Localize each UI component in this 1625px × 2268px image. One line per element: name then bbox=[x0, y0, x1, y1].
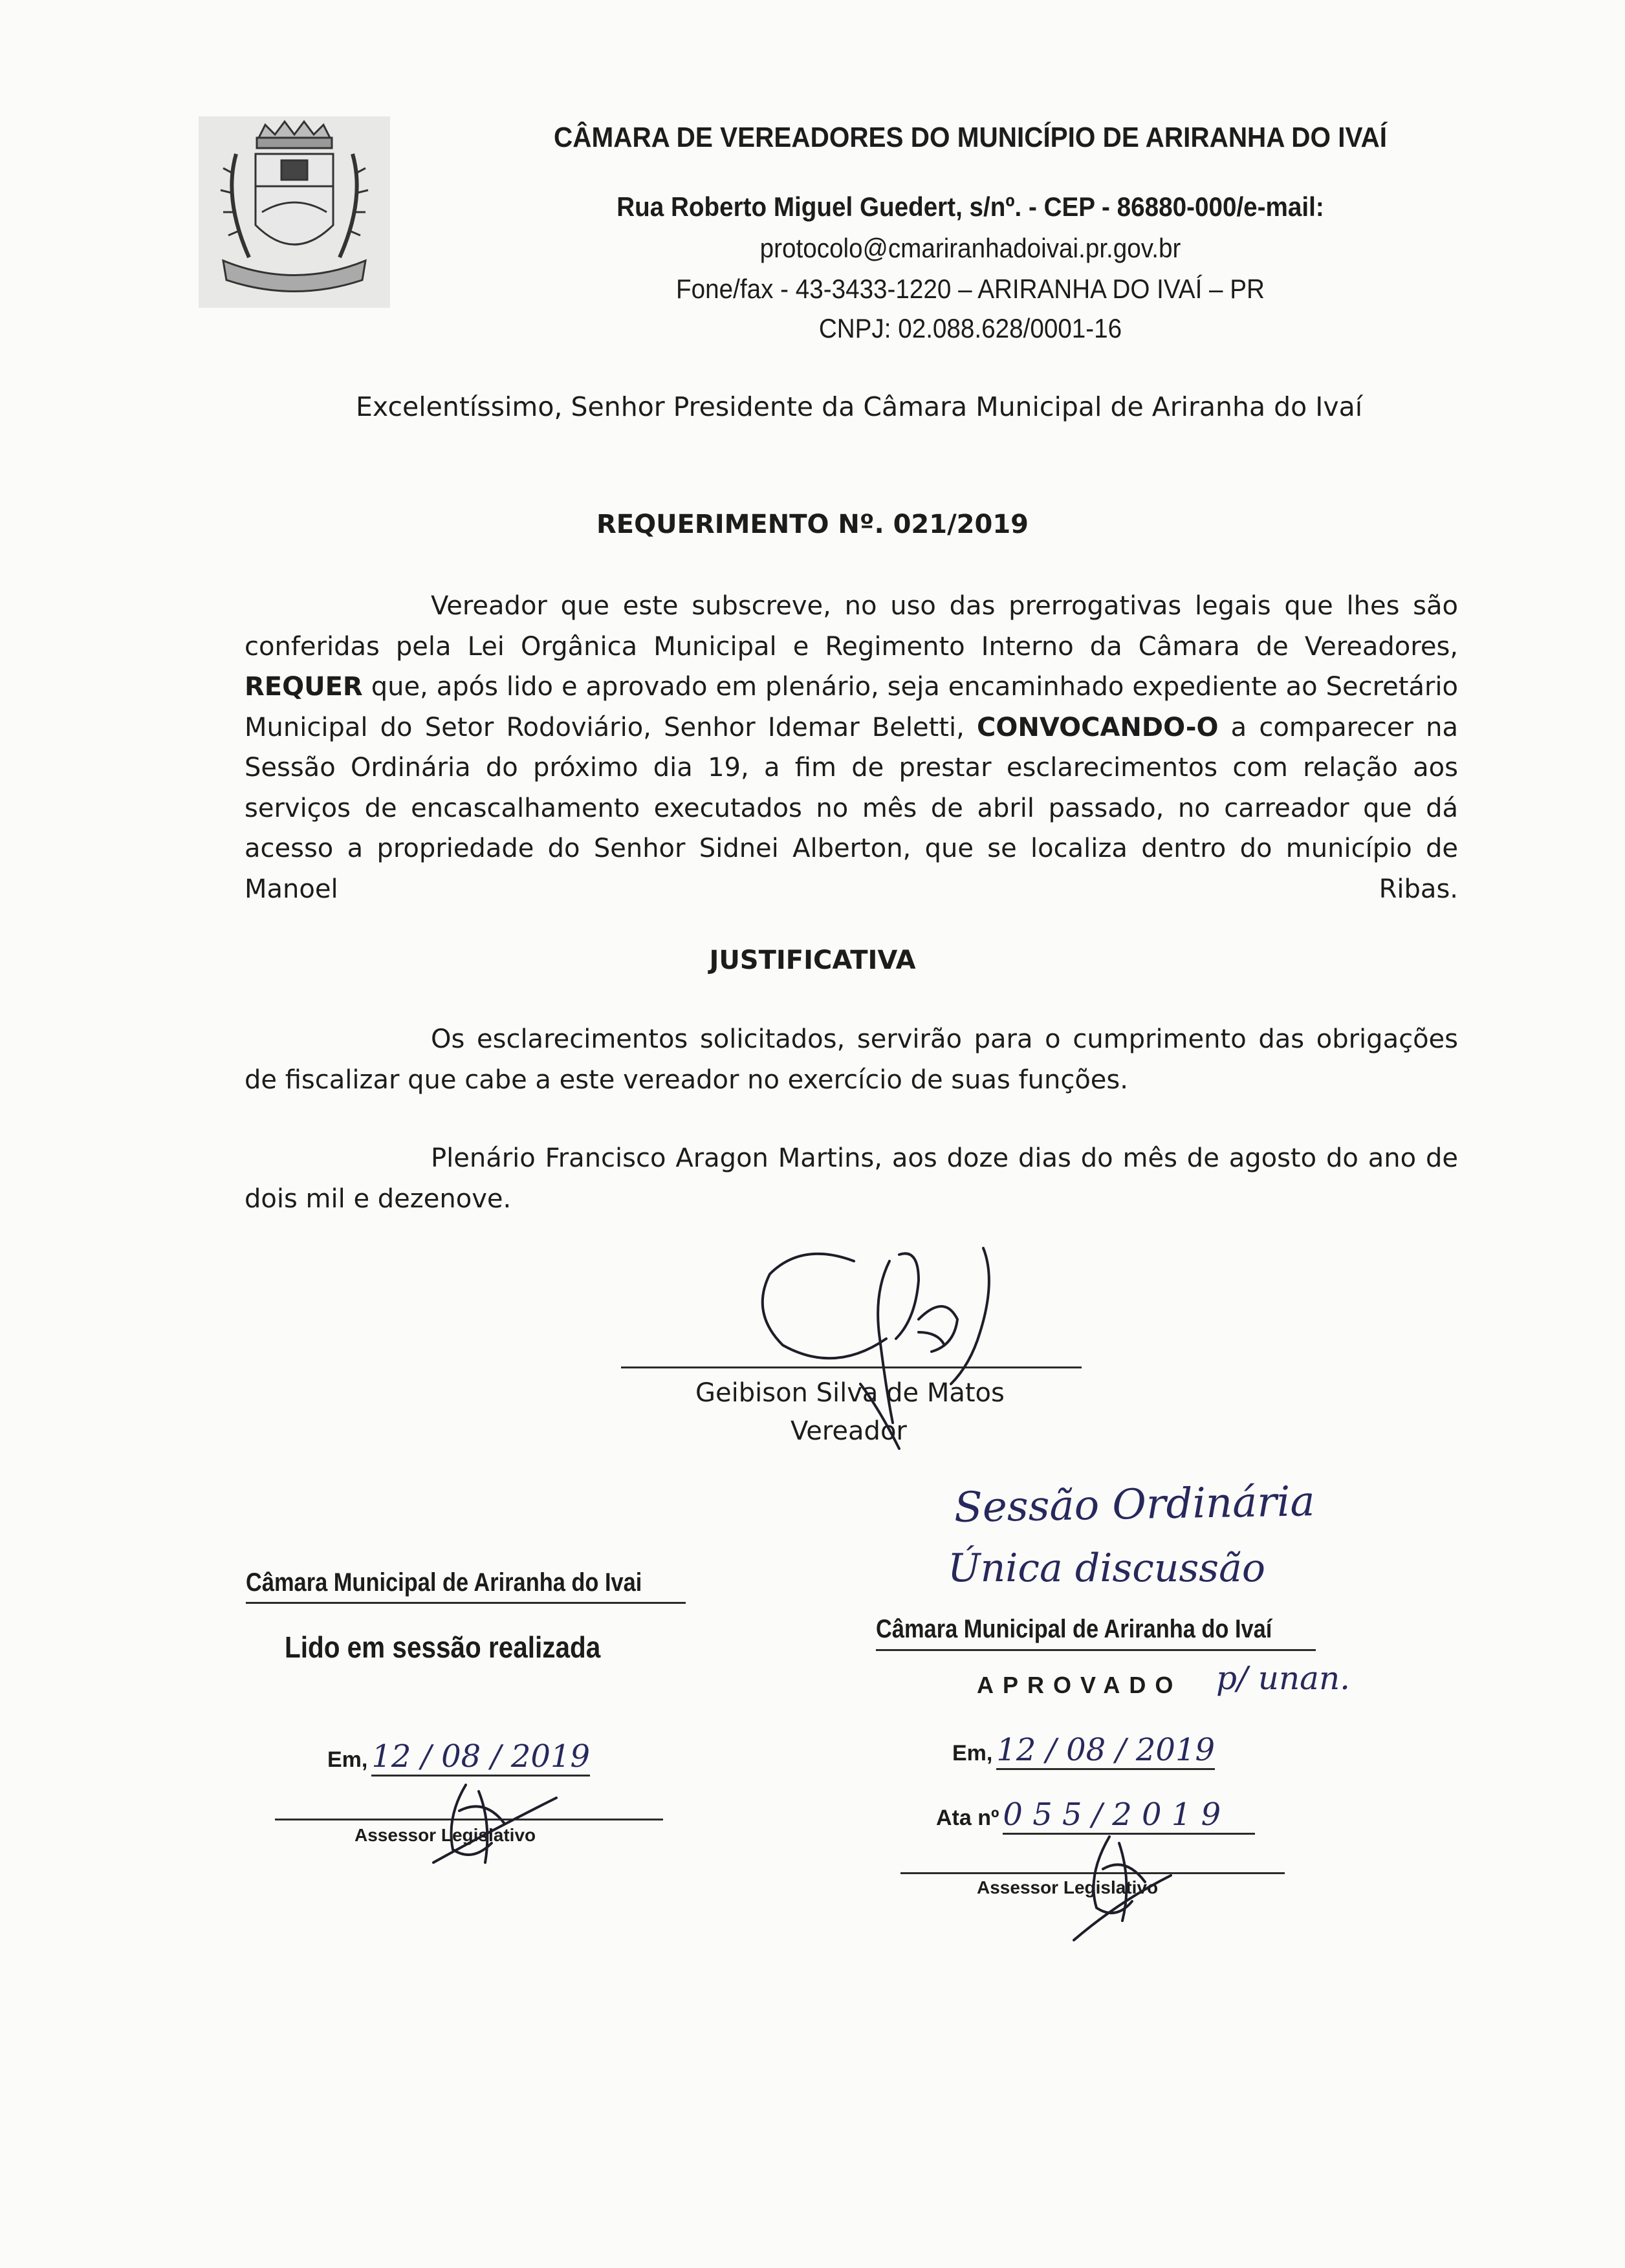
request-text-1: Vereador que este subscreve, no uso das prerrogativas legais que lhes são conferidas pela Lei Orgânica Municipal e Regimento Interno da Câmara de Vereadores, bbox=[245, 591, 1458, 662]
assessor-signature-mark bbox=[395, 1772, 563, 1875]
approved-stamp-status: APROVADO bbox=[977, 1672, 1183, 1698]
place-date bbox=[245, 1138, 1458, 1219]
request-text-3: a comparecer na Sessão Ordinária do próximo dia 19, a fim de prestar esclarecimentos com relação aos serviços de encascalhamento executados no mês de abril passado, no carreador que dá acesso a propriedade do Senhor Sidnei Alberton, que se localiza dentro do município de Manoel Ribas. bbox=[245, 712, 1458, 904]
council-cnpj: CNPJ: 02.088.628/0001-16 bbox=[818, 313, 1122, 343]
approved-stamp-date-field bbox=[996, 1732, 1215, 1770]
approved-stamp-title: Câmara Municipal de Ariranha do Ivaí bbox=[876, 1615, 1272, 1643]
requerimento-title: REQUERIMENTO Nº. 021/2019 bbox=[596, 510, 1029, 539]
council-name: CÂMARA DE VEREADORES DO MUNICÍPIO DE ARIRANHA DO IVAÍ bbox=[554, 122, 1387, 153]
read-stamp-title: Câmara Municipal de Ariranha do Ivai bbox=[246, 1568, 642, 1597]
approved-stamp-date-label: Em, bbox=[952, 1741, 993, 1766]
justification-title: JUSTIFICATIVA bbox=[709, 945, 916, 975]
approved-stamp-date bbox=[952, 1732, 1215, 1770]
handwritten-unanimous-note: p/ unan. bbox=[1216, 1659, 1351, 1697]
request-requer: REQUER bbox=[245, 672, 363, 702]
approved-stamp-signer: Assessor Legislativo bbox=[977, 1877, 1159, 1897]
coat-of-arms-icon bbox=[197, 115, 391, 309]
read-stamp-date-label: Em, bbox=[327, 1747, 368, 1772]
read-stamp-underline bbox=[246, 1602, 686, 1604]
read-stamp-status: Lido em sessão realizada bbox=[285, 1630, 601, 1664]
handwritten-discussion-note: Única discussão bbox=[948, 1546, 1265, 1591]
handwritten-signature bbox=[725, 1235, 1061, 1468]
read-stamp-date bbox=[327, 1738, 590, 1777]
council-address: Rua Roberto Miguel Guedert, s/nº. - CEP - 86880-000/e-mail: bbox=[616, 191, 1324, 222]
salutation: Excelentíssimo, Senhor Presidente da Câmara Municipal de Ariranha do Ivaí bbox=[356, 391, 1363, 422]
signer-role: Vereador bbox=[791, 1416, 907, 1446]
read-stamp-date-field bbox=[371, 1738, 590, 1777]
justification-sentence: Os esclarecimentos solicitados, servirão para o cumprimento das obrigações de fiscalizar que cabe a este vereador no exercício de suas funções. bbox=[245, 1024, 1458, 1095]
signer-name: Geibison Silva de Matos bbox=[695, 1378, 1005, 1408]
approved-stamp-date-value: 12 / 08 / 2019 bbox=[996, 1732, 1216, 1768]
request-convocando: CONVOCANDO-O bbox=[977, 712, 1219, 742]
handwritten-session-note: Sessão Ordinária bbox=[954, 1478, 1316, 1532]
request-body bbox=[245, 586, 1458, 909]
council-email: protocolo@cmariranhadoivai.pr.gov.br bbox=[759, 233, 1181, 263]
justification-text bbox=[245, 1019, 1458, 1100]
council-phone: Fone/fax - 43-3433-1220 – ARIRANHA DO IVAÍ – PR bbox=[676, 274, 1265, 304]
place-date-sentence: Plenário Francisco Aragon Martins, aos doze dias do mês de agosto do ano de dois mil e dezenove. bbox=[245, 1143, 1458, 1214]
request-text-2: que, após lido e aprovado em plenário, seja encaminhado expediente ao Secretário Municipal do Setor Rodoviário, Senhor Idemar Beletti, bbox=[245, 672, 1458, 742]
approved-stamp-underline bbox=[876, 1649, 1316, 1651]
approved-stamp-ata-value: 0 5 5 / 2 0 1 9 bbox=[1003, 1797, 1221, 1833]
read-stamp-signer: Assessor Legislativo bbox=[354, 1825, 536, 1845]
approved-stamp-ata-label: Ata nº bbox=[936, 1806, 999, 1830]
assessor-signature-mark-2 bbox=[1048, 1824, 1177, 1947]
read-stamp-date-value: 12 / 08 / 2019 bbox=[371, 1738, 591, 1775]
